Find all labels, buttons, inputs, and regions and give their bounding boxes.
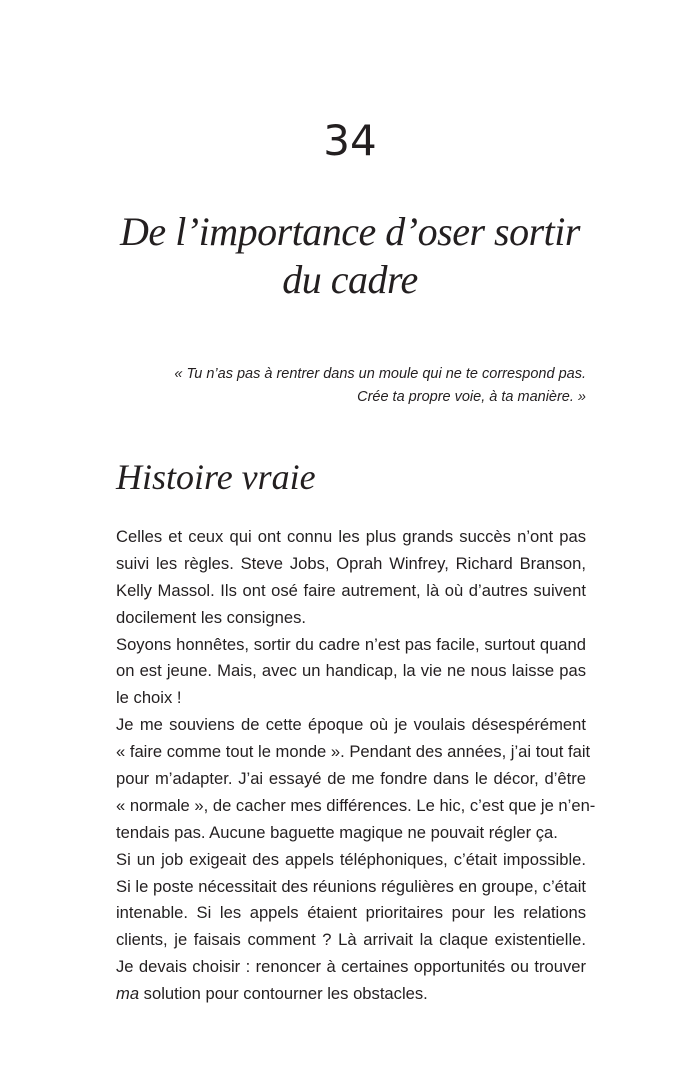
body-line: Celles et ceux qui ont connu les plus grands succès n’ont pas [116,527,586,546]
body-line: clients, je faisais comment ? Là arrivait la claque existentielle. [116,930,586,950]
body-line: docilement les consignes. [116,607,307,627]
body-line: Je devais choisir : renoncer à certaines opportunités ou trouver [116,957,586,977]
body-line: pour m’adapter. J’ai essayé de me fondre dans le décor, d’être [116,769,586,789]
chapter-title-line-2: du cadre [282,257,418,302]
chapter-title-line-1: De l’importance d’oser sortir [120,209,580,254]
body-line: Si un job exigeait des appels téléphoniques, c’était impossible. [116,849,586,869]
emphasis: ma [116,984,140,1004]
body-text [116,524,596,1008]
body-line-rest: solution pour contourner les obstacles. [139,984,428,1004]
body-line: Kelly Massol. Ils ont osé faire autrement, là où d’autres suivent [116,580,586,600]
body-line: Si le poste nécessitait des réunions régulières en groupe, c’était [116,876,586,896]
section-heading: Histoire vraie [116,457,316,497]
body-line-last [116,981,586,1008]
body-line: Je me souviens de cette époque où je voulais désespérément [116,715,586,735]
epigraph-line-1: « Tu n’as pas à rentrer dans un moule qui ne te correspond pas. [174,366,586,382]
body-line: on est jeune. Mais, avec un handicap, la vie ne nous laisse pas [116,661,586,681]
body-line: Soyons honnêtes, sortir du cadre n’est pas facile, surtout quand [116,634,586,654]
body-line: « normale », de cacher mes différences. Le hic, c’est que je n’en- [116,795,596,815]
body-line: suivi les règles. Steve Jobs, Oprah Winfrey, Richard Branson, [116,553,586,573]
body-line: tendais pas. Aucune baguette magique ne pouvait régler ça. [116,822,558,842]
chapter-number: 34 [323,116,377,165]
body-line: « faire comme tout le monde ». Pendant des années, j’ai tout fait [116,742,591,762]
epigraph-line-2: Crée ta propre voie, à ta manière. » [357,389,586,405]
body-line: intenable. Si les appels étaient prioritaires pour les relations [116,903,586,923]
body-line: le choix ! [116,688,182,708]
